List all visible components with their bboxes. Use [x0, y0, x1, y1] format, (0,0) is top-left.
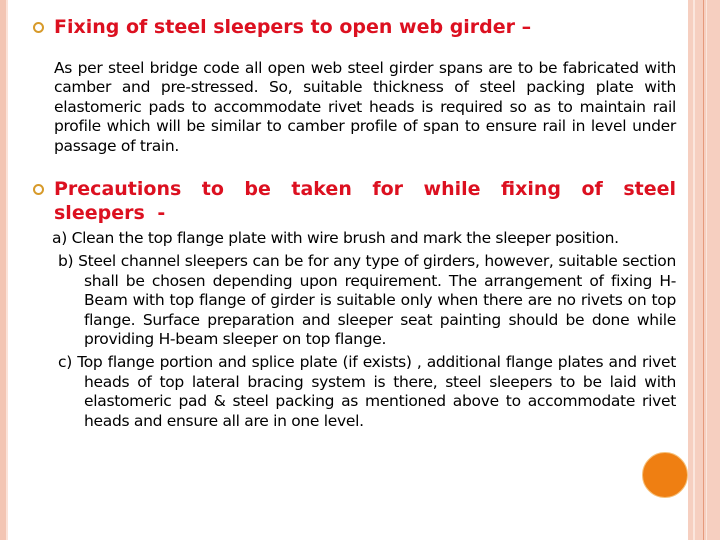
list-item: b) Steel channel sleepers can be for any type of girders, however, suitable section shall be chosen depending upon requirement. The arrangement of fixing H-Beam with top flange of girder is suitable only when there are no rivets on top flange. Surface preparation and sleeper seat painting should be done while providing H-beam sleeper on top flange.: [58, 252, 676, 349]
right-frame-line: [703, 0, 704, 540]
section2-heading: Precautions to be taken for while fixing of steel sleepers -: [54, 178, 676, 224]
bullet-icon: [33, 184, 44, 195]
left-frame-line: [6, 0, 8, 540]
bullet-icon: [33, 22, 44, 33]
section1-paragraph: As per steel bridge code all open web steel girder spans are to be fabricated with camber and pre-stressed. So, suitable thickness of steel packing plate with elastomeric pads to accommodate rivet heads is required so as to maintain rail profile which will be similar to camber profile of span to ensure rail in level under passage of train.: [54, 59, 676, 155]
right-frame-line: [693, 0, 695, 540]
list-item: a) Clean the top flange plate with wire brush and mark the sleeper position.: [52, 229, 619, 247]
list-item: c) Top flange portion and splice plate (if exists) , additional flange plates and rivet heads of top lateral bracing system is there, steel sleepers to be laid with elastomeric pad & steel packing as mentioned above to accommodate rivet heads and ensure all are in one level.: [58, 353, 676, 430]
accent-dot: [642, 452, 688, 498]
section1-heading: Fixing of steel sleepers to open web girder –: [54, 16, 532, 38]
right-frame-line: [706, 0, 707, 540]
precautions-list: [52, 229, 676, 431]
